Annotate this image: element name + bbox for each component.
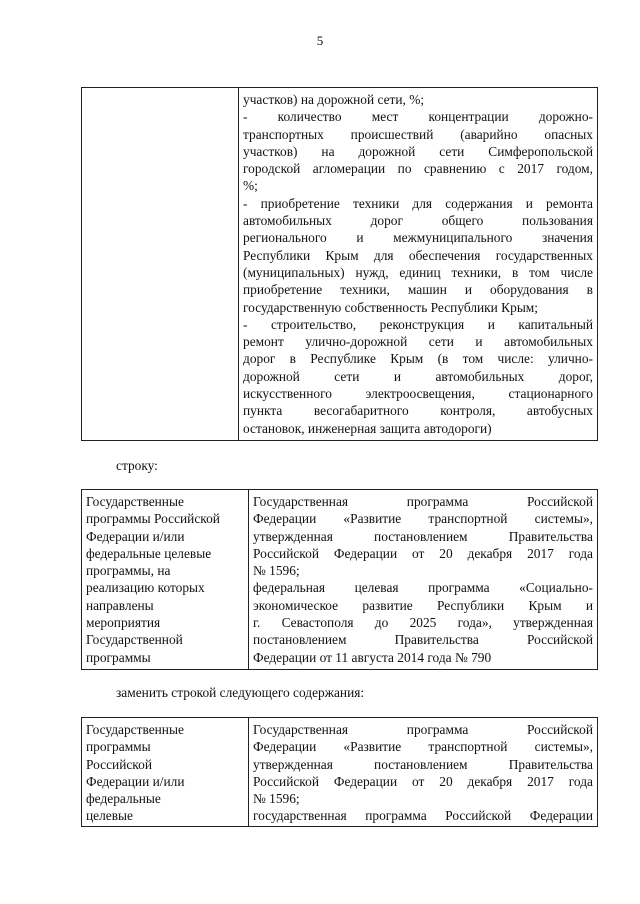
text-line: Республики Крым для обеспечения государственных [243,247,593,263]
text-line: Федерации от 11 августа 2014 года № 790 [253,649,492,665]
text-line: целевые [86,808,133,824]
instruction-text-row: строку: [116,458,158,473]
text-line: приобретение техники, машин и оборудования в [243,282,593,298]
text-line: ремонт улично-дорожной сети и автомобильных [243,334,593,350]
text-line: (муниципальных) нужд, единиц техники, в том числе [243,264,593,280]
text-line: искусственного электроосвещения, стационарного [243,386,593,402]
text-line: Государственные [86,722,184,737]
text-line: Государственная программа Российской [253,494,593,509]
text-line: Федерации «Развитие транспортной системы», [253,739,593,755]
text-line: постановлением Правительства Российской [253,632,593,648]
text-line: программы [86,739,151,755]
text-line: федеральные [86,791,161,807]
text-line: участков) на дорожной сети Симферопольской [243,143,593,159]
text-line: программы Российской [86,511,220,527]
instruction-text-replace: заменить строкой следующего содержания: [116,685,365,700]
text-line: экономическое развитие Республики Крым и [253,597,593,613]
text-line: транспортных происшествий (аварийно опасных [243,126,593,142]
table-cell-left-empty [82,88,239,441]
text-line: программы [86,649,151,665]
text-line: государственная программа Российской Федерации [253,808,593,824]
text-line: участков) на дорожной сети, %; [243,92,425,107]
text-line: городской агломерации по сравнению с 2017 годом, [243,161,593,177]
text-line: федеральная целевая программа «Социально- [253,580,593,596]
text-line: Российской Федерации от 20 декабря 2017 года [253,773,593,789]
table-row [82,718,598,827]
text-line: - количество мест концентрации дорожно- [243,109,593,125]
text-line: дорог в Республике Крым (в том числе: улично- [243,351,593,367]
text-line: направлены [86,597,154,613]
table-cell-indicators [239,88,598,441]
text-line: пункта весогабаритного контроля, автобусных [243,403,593,419]
table-cell-programs [249,718,598,827]
text-line: Российской [86,756,152,772]
text-line: Российской Федерации от 20 декабря 2017 года [253,545,593,561]
table-cell-row-title [82,490,249,670]
text-line: Государственной [86,632,183,648]
text-line: Федерации и/или [86,528,185,544]
text-line: мероприятия [86,615,161,631]
table-row [82,490,598,670]
text-line: регионального и межмуниципального значения [243,230,593,246]
new-row-table [81,717,598,827]
text-line: № 1596; [253,791,300,807]
text-line: остановок, инженерная защита автодороги) [243,420,492,436]
text-line: - строительство, реконструкция и капитальный [243,316,593,332]
text-line: программы, на [86,563,171,579]
table-cell-programs [249,490,598,670]
text-line: Государственная программа Российской [253,722,593,737]
text-line: %; [243,178,258,194]
indicators-table-continuation [81,87,598,441]
text-line: № 1596; [253,563,300,579]
text-line: реализацию которых [86,580,205,596]
text-line: автомобильных дорог общего пользования [243,213,593,229]
text-line: Федерации и/или [86,773,185,789]
text-line: федеральные целевые [86,545,212,561]
table-row [82,88,598,441]
text-line: г. Севастополя до 2025 года», утвержденная [253,615,593,631]
text-line: Федерации «Развитие транспортной системы», [253,511,593,527]
table-cell-row-title [82,718,249,827]
text-line: дорожной сети и автомобильных дорог, [243,368,593,384]
text-line: утвержденная постановлением Правительства [253,528,593,544]
text-line: - приобретение техники для содержания и ремонта [243,195,593,211]
page-number: 5 [316,33,324,48]
old-row-table [81,489,598,670]
text-line: утвержденная постановлением Правительства [253,756,593,772]
text-line: Государственные [86,494,184,509]
text-line: государственную собственность Республики Крым; [243,299,539,315]
